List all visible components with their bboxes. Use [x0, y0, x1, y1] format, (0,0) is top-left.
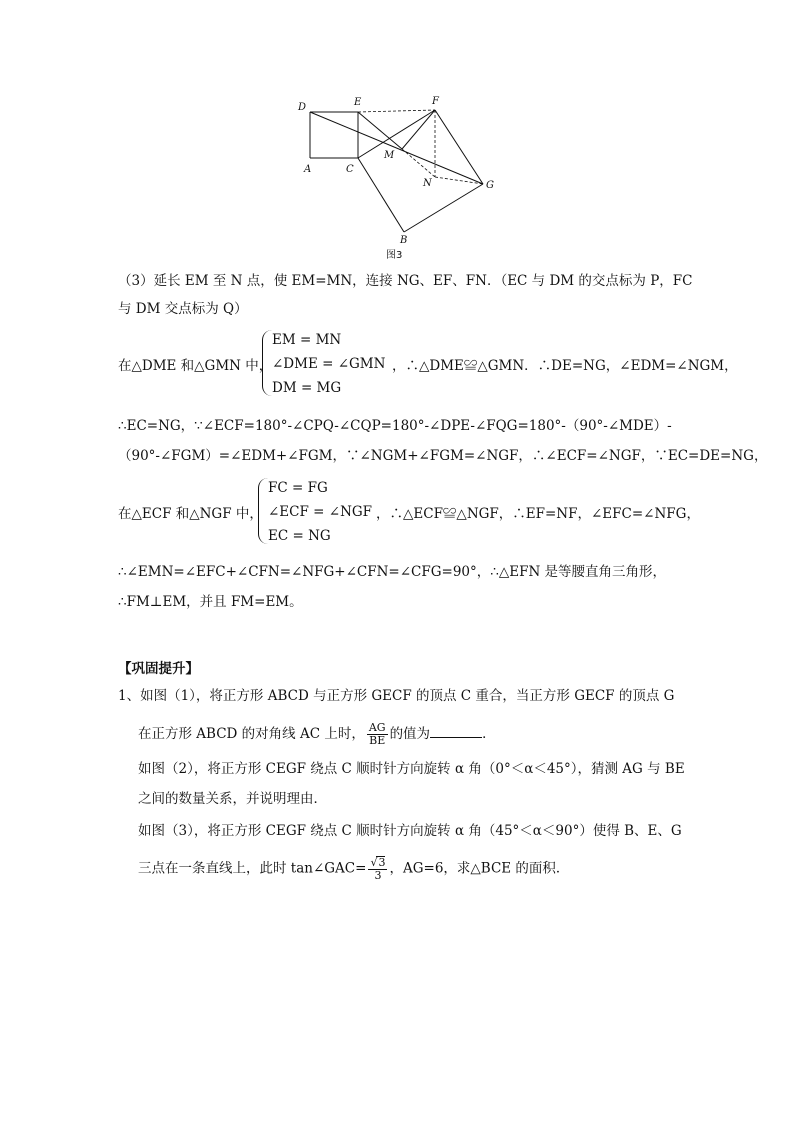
system-prefix: 在△DME 和△GMN 中，: [118, 358, 273, 374]
fraction-sqrt3-3: [368, 856, 387, 882]
fraction-ag-be: [367, 722, 388, 747]
question-line: 之间的数量关系，并说明理由．: [138, 791, 327, 807]
segment-MF: [402, 110, 435, 149]
question-line: 1、如图（1），将正方形 ABCD 与正方形 GECF 的顶点 C 重合，当正方形 GECF 的顶点 G: [118, 688, 675, 704]
system-suffix: ，∴△ECF≌△NGF，∴EF=NF，∠EFC=∠NFG，: [376, 506, 700, 522]
label-N: N: [423, 178, 432, 189]
segment-FG: [435, 110, 483, 184]
label-B: B: [400, 235, 408, 246]
segment-MN: [402, 149, 435, 177]
label-F: F: [432, 96, 439, 107]
label-G: G: [486, 180, 494, 191]
text-line: （3）延长 EM 至 N 点，使 EM=MN，连接 NG、EF、FN．（EC 与 DM 的交点标为 P，FC: [118, 273, 693, 289]
segment-CB: [358, 158, 404, 232]
question-line: [138, 722, 496, 747]
text-line: 与 DM 交点标为 Q）: [118, 301, 248, 317]
segment-DG: [310, 112, 483, 184]
system-row: ∠ECF = ∠NGF: [268, 504, 373, 520]
question-text: 在正方形 ABCD 的对角线 AC 上时，: [138, 726, 365, 742]
text-line: ∴EC=NG，∵∠ECF=180°-∠CPQ-∠CQP=180°-∠DPE-∠FQG=180°-（90°-∠MDE）-: [118, 418, 672, 434]
segment-EM: [358, 112, 402, 149]
label-A: A: [304, 164, 312, 175]
fraction-denominator: 3: [374, 869, 382, 882]
system-suffix: ，∴△DME≌△GMN．∴DE=NG，∠EDM=∠NGM，: [392, 358, 738, 374]
label-E: E: [354, 97, 362, 108]
text-line: ∴FM⊥EM，并且 FM=EM。: [118, 594, 303, 610]
system-row: FC = FG: [268, 480, 328, 496]
segment-CF: [358, 110, 435, 158]
system-prefix: 在△ECF 和△NGF 中，: [118, 506, 263, 522]
fraction-numerator: √3: [370, 856, 386, 869]
label-D: D: [298, 102, 307, 113]
fraction-numerator: AG: [368, 721, 386, 734]
question-line: 如图（3），将正方形 CEGF 绕点 C 顺时针方向旋转 α 角（45°＜α＜90°）使得 B、E、G: [138, 823, 682, 839]
sqrt-radicand: 3: [378, 856, 386, 869]
system-rows: [268, 476, 372, 548]
label-C: C: [346, 164, 354, 175]
question-text: 三点在一条直线上，此时 tan∠GAC=: [138, 860, 367, 877]
label-M: M: [384, 150, 395, 161]
geometry-figure-3: [290, 92, 510, 260]
system-row: ∠DME = ∠GMN: [272, 356, 386, 372]
segment-BG: [404, 184, 483, 232]
question-text: 的值为: [389, 726, 431, 742]
figure-caption: 图3: [386, 250, 403, 261]
system-row: DM = MG: [272, 380, 342, 396]
question-text: ，AG=6，求△BCE 的面积．: [389, 860, 570, 877]
text-line: ∴∠EMN=∠EFC+∠CFN=∠NFG+∠CFN=∠CFG=90°，∴△EFN 是等腰直角三角形，: [118, 564, 667, 580]
system-row: EM = MN: [272, 332, 342, 348]
system-row: EC = NG: [268, 528, 331, 544]
question-line: [138, 856, 569, 882]
text-line: （90°-∠FGM）=∠EDM+∠FGM，∵∠NGM+∠FGM=∠NGF，∴∠ECF=∠NGF，∵EC=DE=NG，: [118, 448, 768, 464]
answer-blank[interactable]: [430, 725, 482, 738]
question-line: 如图（2），将正方形 CEGF 绕点 C 顺时针方向旋转 α 角（0°＜α＜45°），猜测 AG 与 BE: [138, 761, 685, 777]
section-title: 【巩固提升】: [118, 661, 199, 677]
question-text: ．: [482, 726, 496, 742]
segment-EF: [358, 110, 435, 112]
system-rows: [272, 328, 385, 400]
fraction-denominator: BE: [369, 734, 386, 747]
